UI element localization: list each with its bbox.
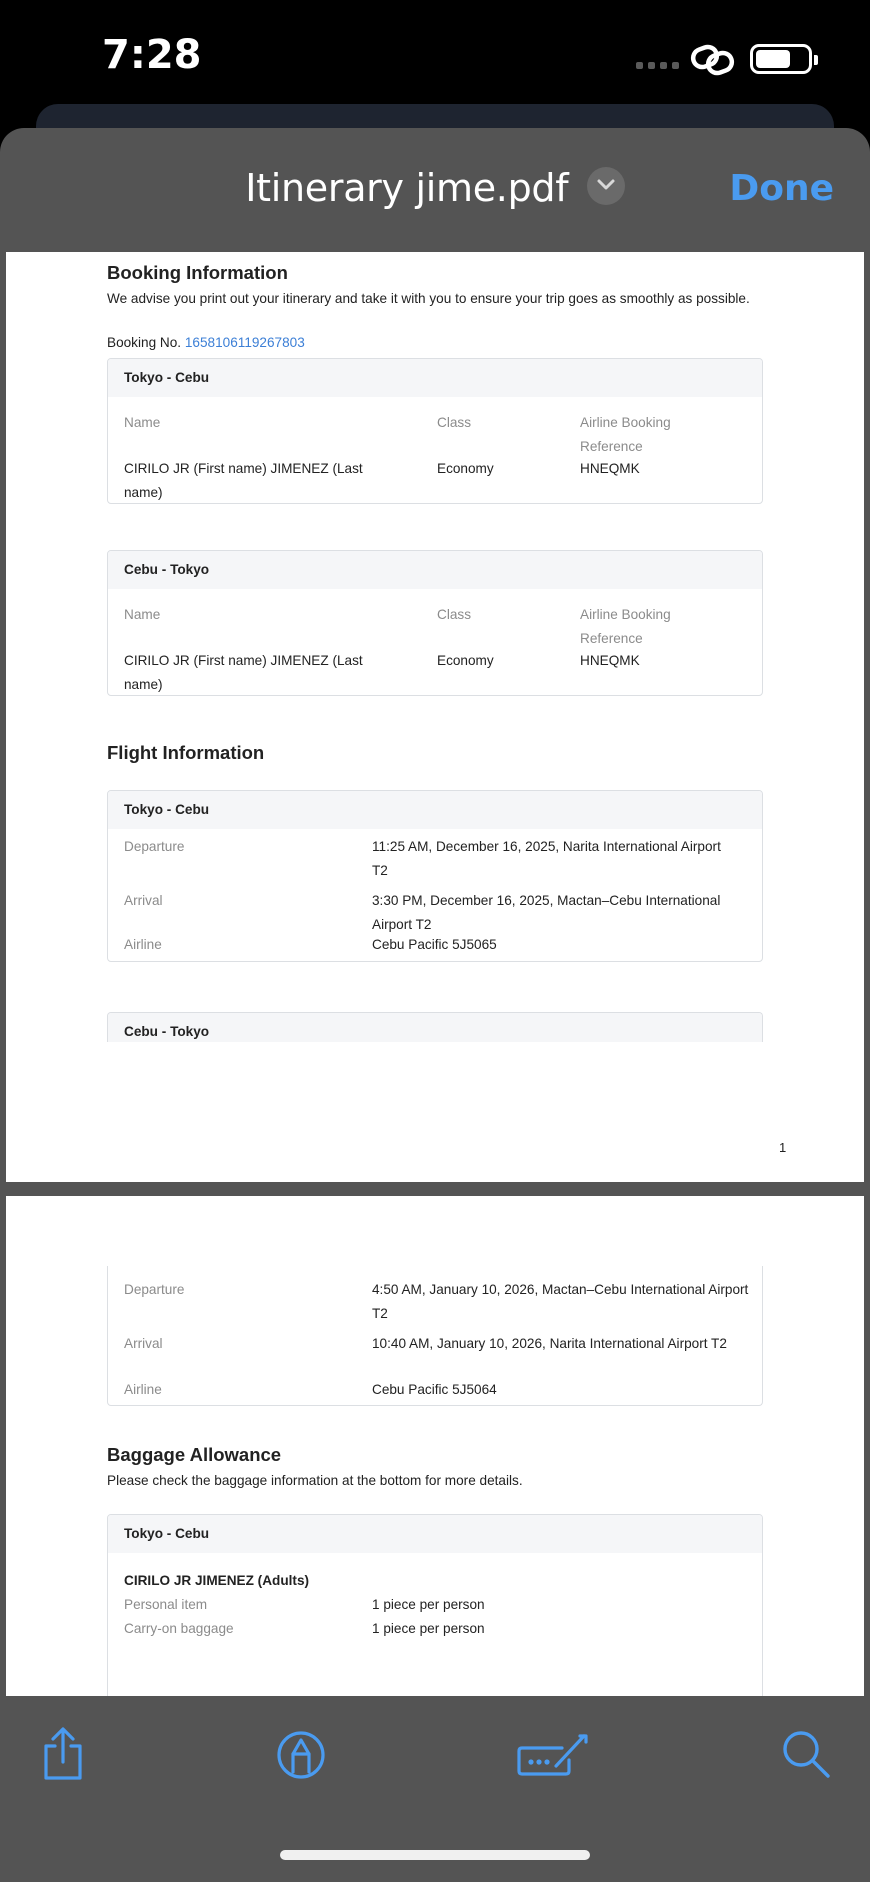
arrival-label: Arrival bbox=[124, 1336, 163, 1351]
arrival-value: 3:30 PM, December 16, 2025, Mactan–Cebu International Airport T2 bbox=[372, 893, 721, 932]
card-route: Tokyo - Cebu bbox=[108, 1515, 762, 1553]
pdf-page-1[interactable] bbox=[6, 252, 864, 1182]
departure-value: 4:50 AM, January 10, 2026, Mactan–Cebu International Airport T2 bbox=[372, 1282, 749, 1321]
card-route: Tokyo - Cebu bbox=[108, 791, 762, 829]
booking-advice: We advise you print out your itinerary and take it with you to ensure your trip goes as smoothly as possible. bbox=[107, 291, 750, 306]
departure-label: Departure bbox=[124, 1282, 185, 1297]
status-bar bbox=[0, 0, 870, 110]
personal-hotspot-icon bbox=[690, 44, 736, 76]
booking-reference: HNEQMK bbox=[580, 653, 640, 668]
airline-label: Airline bbox=[124, 1382, 162, 1397]
departure-label: Departure bbox=[124, 839, 185, 854]
class-label: Class bbox=[437, 415, 471, 430]
personal-item-value: 1 piece per person bbox=[372, 1597, 485, 1612]
booking-card bbox=[107, 358, 763, 504]
baggage-card bbox=[107, 1514, 763, 1696]
baggage-title: Baggage Allowance bbox=[107, 1444, 282, 1465]
document-title[interactable]: Itinerary jime.pdf bbox=[245, 166, 569, 210]
airline-value: Cebu Pacific 5J5065 bbox=[372, 937, 497, 952]
page-footer-area bbox=[6, 1042, 864, 1182]
battery-icon bbox=[750, 44, 812, 74]
cellular-signal-icon bbox=[636, 62, 679, 69]
carry-on-label: Carry-on baggage bbox=[124, 1621, 234, 1636]
flight-card bbox=[107, 790, 763, 962]
card-route: Cebu - Tokyo bbox=[108, 551, 762, 589]
booking-number-line bbox=[107, 332, 757, 354]
personal-item-label: Personal item bbox=[124, 1597, 208, 1612]
travel-class: Economy bbox=[437, 461, 494, 476]
booking-number-label: Booking No. bbox=[107, 335, 182, 350]
pdf-page-2[interactable] bbox=[6, 1196, 864, 1696]
airline-label: Airline bbox=[124, 937, 162, 952]
airline-value: Cebu Pacific 5J5064 bbox=[372, 1382, 497, 1397]
pdf-viewer-sheet bbox=[0, 128, 870, 1882]
done-button[interactable]: Done bbox=[729, 168, 834, 209]
flight-info-title: Flight Information bbox=[107, 742, 265, 763]
page-number: 1 bbox=[779, 1140, 787, 1155]
card-route: Tokyo - Cebu bbox=[108, 359, 762, 397]
name-label: Name bbox=[124, 607, 161, 622]
reference-label: Airline Booking Reference bbox=[580, 607, 671, 646]
travel-class: Economy bbox=[437, 653, 494, 668]
booking-card bbox=[107, 550, 763, 696]
booking-number[interactable]: 1658106119267803 bbox=[184, 335, 305, 350]
flight-card-continued bbox=[107, 1266, 763, 1406]
carry-on-value: 1 piece per person bbox=[372, 1621, 485, 1636]
booking-reference: HNEQMK bbox=[580, 461, 640, 476]
home-indicator[interactable] bbox=[280, 1850, 590, 1860]
chevron-down-icon[interactable] bbox=[587, 167, 625, 205]
markup-icon[interactable] bbox=[276, 1730, 326, 1780]
booking-info-title: Booking Information bbox=[107, 262, 288, 283]
reference-label: Airline Booking Reference bbox=[580, 415, 671, 454]
passenger-name: CIRILO JR (First name) JIMENEZ (Last name) bbox=[124, 461, 363, 500]
baggage-note: Please check the baggage information at the bottom for more details. bbox=[107, 1473, 523, 1488]
name-label: Name bbox=[124, 415, 161, 430]
class-label: Class bbox=[437, 607, 471, 622]
search-icon[interactable] bbox=[780, 1728, 832, 1780]
fill-sign-icon[interactable] bbox=[516, 1732, 590, 1778]
arrival-value: 10:40 AM, January 10, 2026, Narita International Airport T2 bbox=[372, 1336, 727, 1351]
baggage-passenger: CIRILO JR JIMENEZ (Adults) bbox=[124, 1573, 310, 1588]
status-time: 7:28 bbox=[102, 32, 202, 78]
arrival-label: Arrival bbox=[124, 893, 163, 908]
card-route: Cebu - Tokyo bbox=[108, 1013, 762, 1051]
departure-value: 11:25 AM, December 16, 2025, Narita International Airport T2 bbox=[372, 839, 721, 878]
passenger-name: CIRILO JR (First name) JIMENEZ (Last name) bbox=[124, 653, 363, 692]
share-icon[interactable] bbox=[38, 1726, 88, 1782]
